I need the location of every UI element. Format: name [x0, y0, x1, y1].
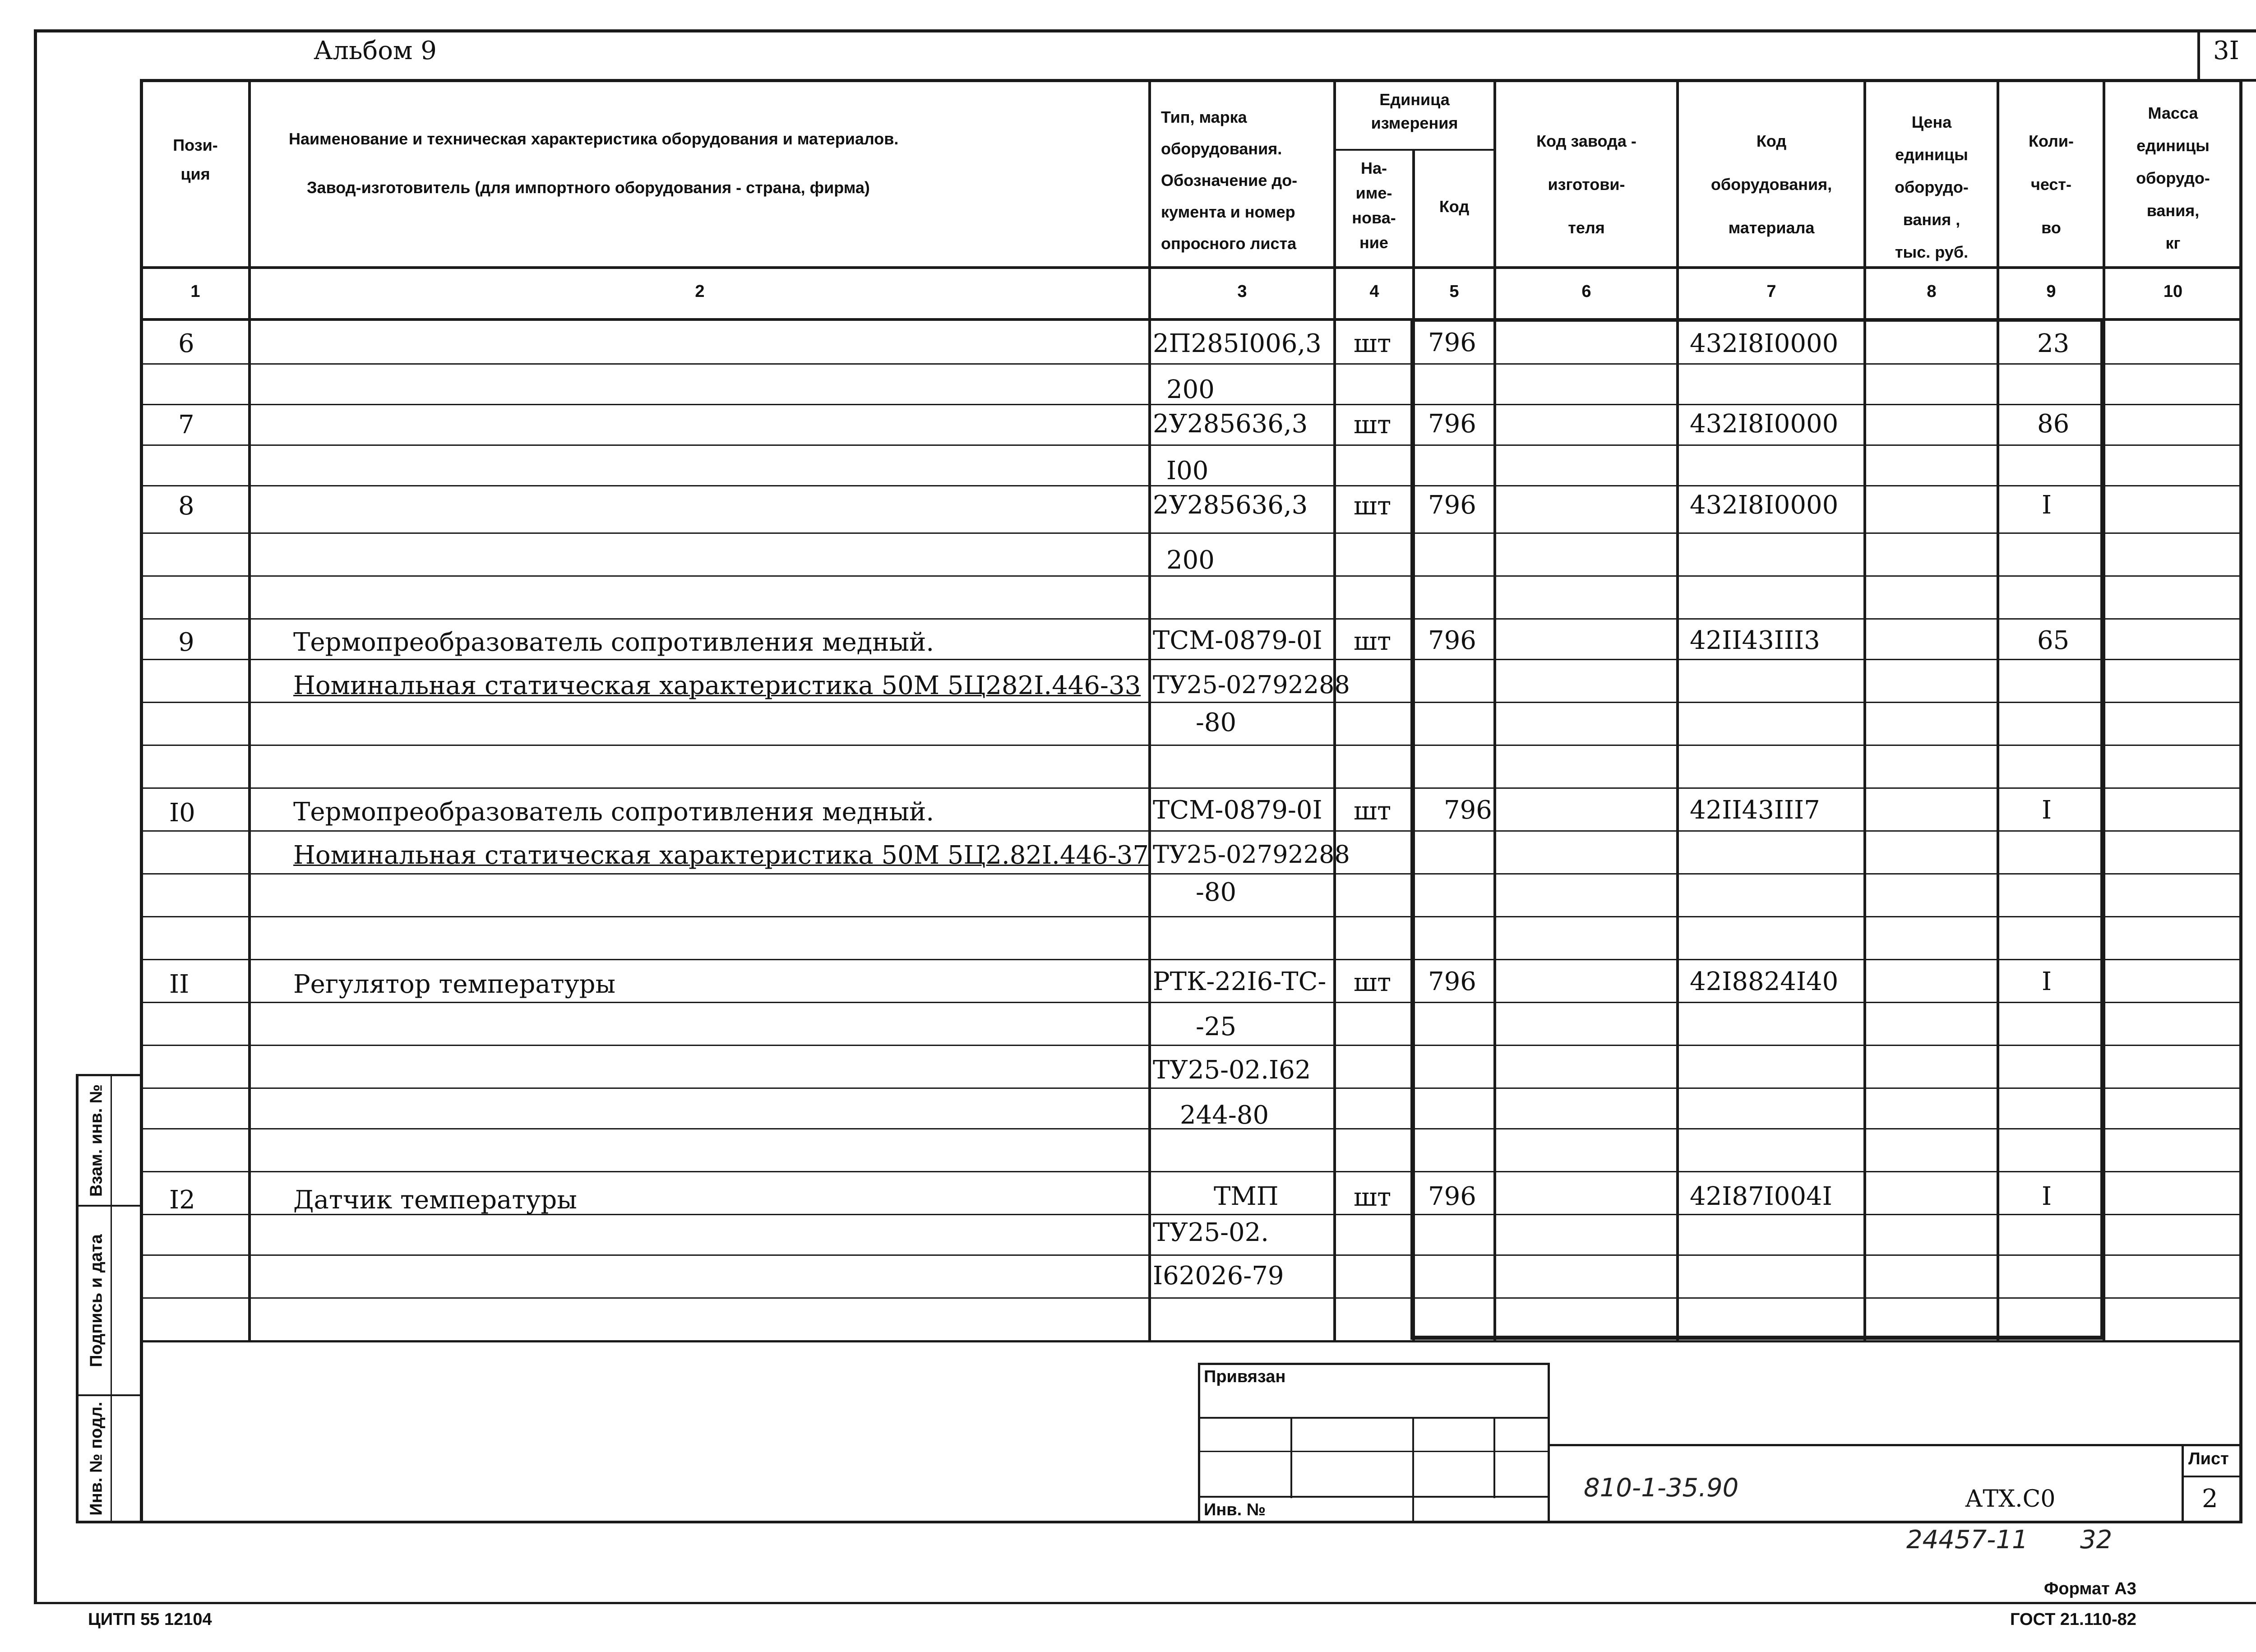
col-number: 4 — [1369, 282, 1379, 301]
table-row-type: -80 — [1196, 878, 1237, 907]
album-label: Альбом 9 — [314, 36, 437, 65]
table-row-position: 7 — [178, 410, 194, 440]
header-unit: Единица измерения — [1371, 90, 1458, 132]
table-row-material-code: 432I8I0000 — [1690, 409, 1839, 439]
table-row-type: ТУ25-02792288 — [1153, 671, 1350, 699]
table-row-type: ТМП — [1214, 1182, 1279, 1211]
table-row-position: I2 — [169, 1185, 195, 1215]
col-number: 9 — [2046, 282, 2056, 301]
table-row-material-code: 432I8I0000 — [1690, 491, 1839, 520]
table-row-code: 796 — [1428, 1182, 1476, 1211]
header-name-line1: Наименование и техническая характеристика оборудования и материалов. — [289, 130, 899, 148]
table-row-type: ТСМ-0879-0I — [1153, 796, 1322, 825]
table-row-code: 796 — [1428, 967, 1476, 996]
table-row-code: 796 — [1428, 409, 1476, 439]
table-row-type: 2П285I006,3 — [1153, 329, 1322, 358]
table-row-position: 8 — [178, 491, 194, 521]
footer-format: Формат А3 — [2044, 1579, 2136, 1598]
table-row-name: Термопреобразователь сопротивления медный. — [293, 797, 934, 827]
col-number: 10 — [2163, 282, 2183, 301]
footer-cpt: ЦИТП 55 12104 — [88, 1610, 212, 1629]
table-row-code: 796 — [1428, 491, 1476, 520]
stamp-list-label: Лист — [2188, 1449, 2229, 1468]
table-row-quantity: 23 — [2037, 329, 2070, 358]
header-material-code: Код оборудования, материала — [1710, 132, 1832, 237]
table-row-unit: шт — [1354, 491, 1392, 521]
stamp-doc-code: 810-1-35.90 — [1584, 1473, 1739, 1503]
table-row-material-code: 432I8I0000 — [1690, 329, 1839, 358]
table-row-material-code: 42II43III3 — [1690, 626, 1820, 655]
header-quantity: Коли- чест- во — [2028, 132, 2074, 237]
table-row-material-code: 42II43III7 — [1690, 796, 1820, 825]
header-name-line2: Завод-изготовитель (для импортного оборудования - страна, фирма) — [307, 178, 870, 197]
table-row-type: I62026-79 — [1153, 1261, 1284, 1291]
table-row-type: 200 — [1166, 375, 1215, 404]
table-row-type: ТУ25-02792288 — [1153, 840, 1350, 869]
table-row-quantity: I — [2042, 796, 2052, 825]
table-row-type: I00 — [1166, 456, 1209, 486]
footer-handwritten-page: 32 — [2080, 1525, 2113, 1555]
table-row-unit: шт — [1354, 968, 1392, 997]
table-row-code: 796 — [1428, 626, 1476, 655]
header-mass: Масса единицы оборудо- вания, кг — [2136, 104, 2210, 252]
stamp-doc-mark: АТХ.С0 — [1965, 1485, 2056, 1513]
table-row-quantity: I — [2042, 491, 2052, 520]
table-row-code: 796 — [1444, 796, 1492, 825]
table-row-type: ТУ25-02. — [1153, 1218, 1269, 1247]
header-unit-name: На- име- нова- ние — [1352, 159, 1396, 252]
col-number: 1 — [190, 282, 200, 301]
table-row-type: ТУ25-02.I62 — [1153, 1055, 1311, 1085]
side-label-inv-original: Инв. № подл. — [87, 1402, 106, 1516]
table-row-type: -25 — [1196, 1012, 1237, 1041]
table-row-quantity: 86 — [2037, 409, 2070, 439]
table-row-name: Регулятор температуры — [293, 970, 616, 999]
page-number: 3I — [2213, 36, 2239, 65]
table-row-unit: шт — [1354, 627, 1392, 656]
table-row-type: 244-80 — [1180, 1101, 1269, 1130]
table-row-type: -80 — [1196, 708, 1237, 737]
table-row-name: Номинальная статическая характеристика 50М 5Ц282I.446-33 — [293, 671, 1141, 700]
header-factory-code: Код завода - изготови- теля — [1536, 132, 1637, 237]
side-label-replace-inv: Взам. инв. № — [87, 1084, 106, 1197]
header-position: Пози- ция — [173, 136, 218, 183]
footer-handwritten-number: 24457-11 — [1906, 1525, 2028, 1555]
table-row-quantity: 65 — [2037, 626, 2070, 655]
col-number: 3 — [1237, 282, 1247, 301]
col-number: 6 — [1581, 282, 1591, 301]
table-row-position: 6 — [178, 329, 194, 358]
table-row-position: 9 — [178, 628, 194, 657]
table-row-unit: шт — [1354, 1183, 1392, 1212]
table-row-code: 796 — [1428, 328, 1476, 357]
table-row-material-code: 42I87I004I — [1690, 1182, 1832, 1211]
table-row-type: 2У285636,3 — [1153, 409, 1308, 439]
stamp-privyazan: Привязан — [1204, 1367, 1286, 1386]
header-price: Цена единицы оборудо- вания , тыс. руб. — [1895, 113, 1969, 261]
col-number: 8 — [1927, 282, 1937, 301]
stamp-inv-no: Инв. № — [1204, 1500, 1266, 1519]
table-row-type: ТСМ-0879-0I — [1153, 626, 1322, 655]
table-row-type: РТК-22I6-ТС- — [1153, 967, 1327, 996]
table-row-unit: шт — [1354, 796, 1392, 826]
header-type: Тип, марка оборудования. Обозначение до- кумента и номер опросного листа — [1161, 108, 1298, 253]
table-row-name: Номинальная статическая характеристика 50М 5Ц2.82I.446-37 — [293, 841, 1149, 870]
table-row-quantity: I — [2042, 967, 2052, 996]
table-row-unit: шт — [1354, 410, 1392, 440]
stamp-list-number: 2 — [2202, 1484, 2218, 1513]
table-row-material-code: 42I8824I40 — [1690, 967, 1839, 996]
table-row-name: Термопреобразователь сопротивления медный. — [293, 628, 934, 657]
col-number: 5 — [1449, 282, 1459, 301]
table-row-quantity: I — [2042, 1182, 2052, 1211]
table-row-unit: шт — [1354, 329, 1392, 358]
table-row-type: 200 — [1166, 546, 1215, 575]
table-row-name: Датчик температуры — [293, 1185, 577, 1215]
side-label-signature-date: Подпись и дата — [87, 1234, 106, 1367]
header-unit-code: Код — [1439, 197, 1470, 216]
footer-gost: ГОСТ 21.110-82 — [2010, 1610, 2136, 1629]
table-row-position: II — [169, 970, 190, 999]
col-number: 7 — [1766, 282, 1776, 301]
table-row-type: 2У285636,3 — [1153, 491, 1308, 520]
table-row-position: I0 — [169, 798, 195, 828]
col-number: 2 — [695, 282, 705, 301]
